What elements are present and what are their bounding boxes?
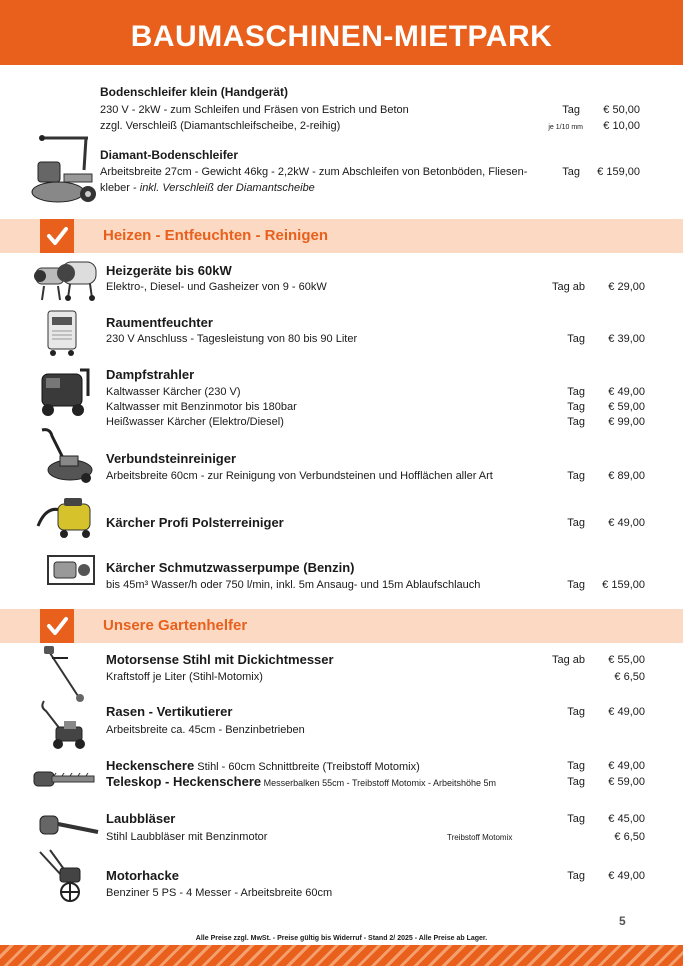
product-line: Kaltwasser Kärcher (230 V) (106, 386, 241, 398)
tiller-image (36, 846, 96, 904)
product-line: kleber - inkl. Verschleiß der Diamantscheibe (100, 182, 315, 194)
product-note: Treibstoff Motomix (447, 833, 513, 842)
leaf-blower-image (38, 812, 100, 840)
product-line: Kraftstoff je Liter (Stihl-Motomix) (106, 671, 263, 683)
footer-stripe (0, 945, 683, 966)
checkmark-icon (40, 219, 74, 253)
price-unit: Tag (567, 517, 585, 529)
product-title: Kärcher Profi Polsterreiniger (106, 515, 284, 530)
price-unit: Tag (567, 386, 585, 398)
product-line: bis 45m³ Wasser/h oder 750 l/min, inkl. 5m Ansaug- und 15m Ablaufschlauch (106, 579, 481, 591)
paving-cleaner-image (36, 426, 96, 486)
product-line: Kaltwasser mit Benzinmotor bis 180bar (106, 401, 297, 413)
product-line: Arbeitsbreite ca. 45cm - Benzinbetrieben (106, 724, 305, 736)
price-unit: Tag (562, 104, 580, 116)
price-unit: Tag (567, 870, 585, 882)
price: € 45,00 (608, 813, 645, 825)
price: € 49,00 (608, 760, 645, 772)
product-line: Elektro-, Diesel- und Gasheizer von 9 - 60kW (106, 281, 327, 293)
product-title: Dampfstrahler (106, 367, 195, 382)
price: € 39,00 (608, 333, 645, 345)
product-line: Heißwasser Kärcher (Elektro/Diesel) (106, 416, 284, 428)
price-unit: Tag (567, 401, 585, 413)
product-title: Rasen - Vertikutierer (106, 704, 233, 719)
section-heading-heizen (0, 219, 683, 253)
price: € 50,00 (603, 104, 640, 116)
section-title: Heizen - Entfeuchten - Reinigen (103, 227, 329, 244)
price: € 6,50 (614, 671, 645, 683)
price: € 89,00 (608, 470, 645, 482)
product-title: Motorhacke (106, 868, 179, 883)
product-line: 230 V Anschluss - Tagesleistung von 80 bis 90 Liter (106, 333, 358, 345)
scarifier-image (38, 697, 88, 751)
product-title: Raumentfeuchter (106, 315, 213, 330)
product-title: Kärcher Schmutzwasserpumpe (Benzin) (106, 560, 355, 575)
price: € 49,00 (608, 517, 645, 529)
footer-note: Alle Preise zzgl. MwSt. - Preise gültig bis Widerruf - Stand 2/ 2025 - Alle Preise ab Lager. (195, 935, 488, 942)
product-line: 230 V - 2kW - zum Schleifen und Fräsen von Estrich und Beton (100, 104, 409, 116)
product-title: Heckenschere Stihl - 60cm Schnittbreite (Treibstoff Motomix) (106, 758, 420, 773)
product-line: Arbeitsbreite 60cm - zur Reinigung von Verbundsteinen und Hofflächen aller Art (106, 470, 493, 482)
product-line: zzgl. Verschleiß (Diamantschleifscheibe, 2-reihig) (100, 120, 341, 132)
price-unit: Tag ab (551, 654, 585, 666)
pressure-washer-image (34, 366, 94, 418)
product-line: Stihl Laubbläser mit Benzinmotor (106, 831, 268, 843)
product-line: Benziner 5 PS - 4 Messer - Arbeitsbreite 60cm (106, 887, 333, 899)
price-unit: je 1/10 mm (548, 124, 583, 131)
header-bar (0, 0, 683, 65)
checkmark-icon (40, 609, 74, 643)
price-unit: Tag (567, 579, 585, 591)
product-title: Motorsense Stihl mit Dickichtmesser (106, 652, 334, 667)
price-unit: Tag (567, 470, 585, 482)
brush-cutter-image (42, 646, 86, 702)
price-unit: Tag (567, 416, 585, 428)
price-unit: Tag (567, 776, 585, 788)
price: € 99,00 (608, 416, 645, 428)
price: € 159,00 (597, 166, 640, 178)
product-line: Arbeitsbreite 27cm - Gewicht 46kg - 2,2kW - zum Abschleifen von Betonböden, Fliesen- (100, 166, 528, 178)
price-unit: Tag ab (551, 281, 585, 293)
water-pump-image (44, 552, 98, 588)
product-title: Heizgeräte bis 60kW (106, 263, 232, 278)
product-title: Laubbläser (106, 811, 176, 826)
price: € 55,00 (608, 654, 645, 666)
page-number: 5 (619, 914, 626, 928)
product-title: Verbundsteinreiniger (106, 451, 237, 466)
product-title: Diamant-Bodenschleifer (100, 148, 239, 162)
page-title: BAUMASCHINEN-MIETPARK (130, 20, 553, 53)
price: € 159,00 (602, 579, 645, 591)
price: € 49,00 (608, 386, 645, 398)
price: € 49,00 (608, 870, 645, 882)
price-unit: Tag (567, 813, 585, 825)
price-unit: Tag (567, 706, 585, 718)
price-unit: Tag (567, 760, 585, 772)
section-title: Unsere Gartenhelfer (103, 617, 248, 634)
price: € 49,00 (608, 706, 645, 718)
price: € 10,00 (603, 120, 640, 132)
heater-image (34, 258, 100, 302)
price: € 6,50 (614, 831, 645, 843)
price-unit: Tag (567, 333, 585, 345)
product-title: Bodenschleifer klein (Handgerät) (100, 85, 289, 99)
section-heading-garten (0, 609, 683, 643)
price: € 59,00 (608, 401, 645, 413)
floor-grinder-image (28, 134, 98, 208)
upholstery-cleaner-image (36, 496, 98, 540)
price-unit: Tag (562, 166, 580, 178)
price: € 59,00 (608, 776, 645, 788)
product-title: Teleskop - Heckenschere Messerbalken 55cm - Treibstoff Motomix - Arbeitshöhe 5m (106, 774, 497, 789)
dehumidifier-image (44, 309, 80, 357)
price: € 29,00 (608, 281, 645, 293)
hedge-trimmer-image (32, 764, 98, 794)
